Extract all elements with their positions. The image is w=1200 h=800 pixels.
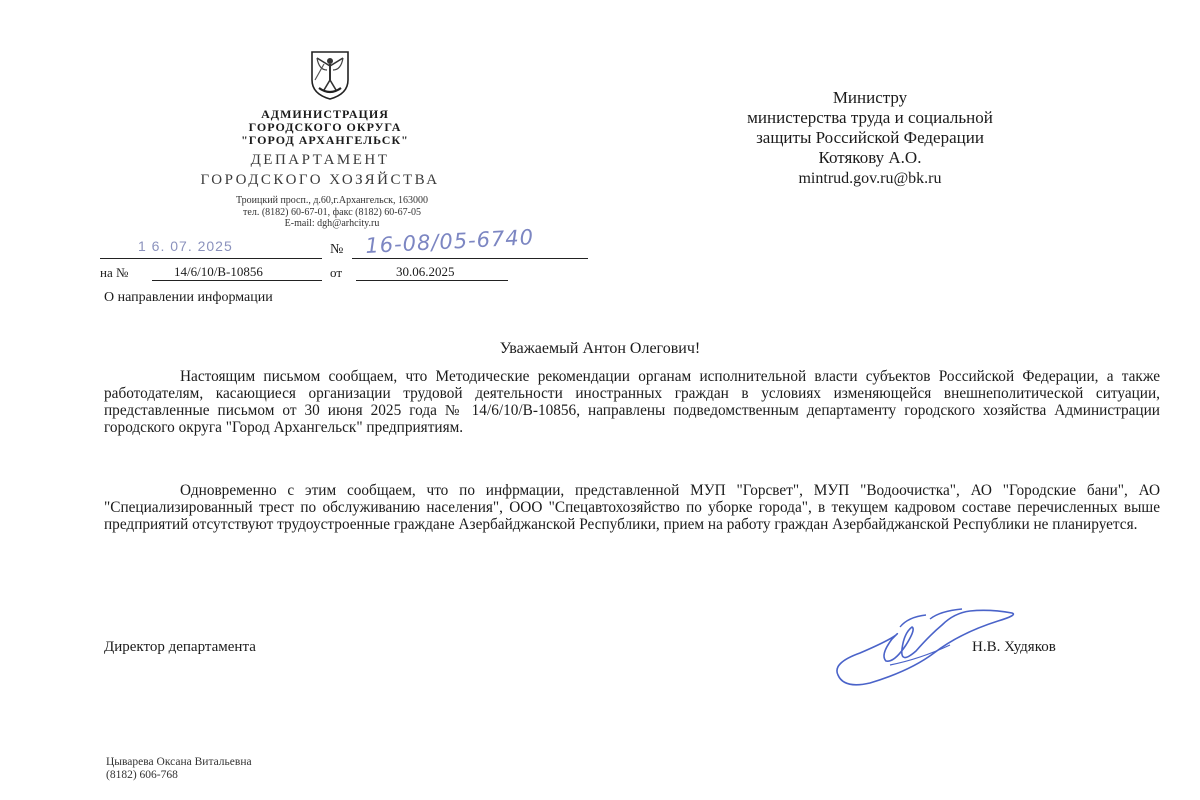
reference-date: 30.06.2025 bbox=[396, 264, 455, 279]
address-line-3: E-mail: dgh@arhcity.ru bbox=[284, 218, 380, 229]
address-line-2: тел. (8182) 60-67-01, факс (8182) 60-67-05 bbox=[243, 206, 421, 218]
reference-date-field bbox=[356, 263, 508, 281]
number-symbol: № bbox=[330, 242, 344, 257]
registration-number-handwritten: 16-08/05-6740 bbox=[364, 225, 535, 258]
department-address bbox=[172, 195, 492, 230]
addressee-line-2: министерства труда и социальной bbox=[747, 108, 993, 127]
signer-name: Н.В. Худяков bbox=[972, 639, 1056, 655]
organization-name bbox=[165, 108, 485, 147]
executor-phone: (8182) 606-768 bbox=[106, 769, 178, 781]
org-line-3: "ГОРОД АРХАНГЕЛЬСК" bbox=[241, 133, 409, 147]
reference-prefix: на № bbox=[100, 265, 129, 280]
registration-date-field bbox=[100, 236, 322, 259]
registration-date-stamp: 1 6. 07. 2025 bbox=[138, 238, 233, 254]
department-name bbox=[160, 150, 480, 190]
body-paragraph-2-text: Одновременно с этим сообщаем, что по инфрмации, представленной МУП "Горсвет", МУП "Водоочистка", АО "Городские бани", АО "Специализированный трест по обслуживанию населения", ООО "Спецавтохозяйство по уборке города", в текущем кадровом составе перечисленных выше предприятий отсутствуют трудоустроенные граждане Азербайджанской Республики, прием на работу граждан Азербайджанской Республики не планируется. bbox=[104, 482, 1160, 533]
org-line-1: АДМИНИСТРАЦИЯ bbox=[261, 107, 389, 121]
reference-from: от bbox=[330, 265, 343, 280]
reference-number: 14/6/10/В-10856 bbox=[174, 264, 263, 279]
address-line-1: Троицкий просп., д.60,г.Архангельск, 163000 bbox=[235, 195, 429, 206]
body-paragraph-1 bbox=[104, 368, 1160, 436]
body-paragraph-2 bbox=[104, 482, 1160, 533]
addressee-line-4: Котякову А.О. bbox=[818, 148, 922, 167]
registration-number-field bbox=[352, 225, 588, 259]
addressee-block bbox=[640, 88, 1100, 168]
dept-line-1: ДЕПАРТАМЕНТ bbox=[250, 152, 390, 168]
reference-number-field bbox=[152, 263, 322, 281]
addressee-line-1: Министру bbox=[832, 88, 908, 107]
body-paragraph-1-text: Настоящим письмом сообщаем, что Методические рекомендации органам исполнительной власти субъектов Российской Федерации, а также работодателям, касающиеся организации трудовой деятельности иностранных граждан в условиях изменяющейся внешнеполитической ситуации, представленные письмом от 30 июня 2025 года № 14/6/10/В-10856, направлены подведомственным департаменту городского хозяйства Администрации городского округа "Город Архангельск" предприятиям. bbox=[104, 368, 1160, 436]
greeting: Уважаемый Антон Олегович! bbox=[499, 340, 701, 357]
dept-line-2: ГОРОДСКОГО ХОЗЯЙСТВА bbox=[200, 172, 440, 188]
coat-of-arms-icon bbox=[297, 50, 363, 100]
addressee-line-3: защиты Российской Федерации bbox=[756, 128, 984, 147]
executor-name: Цыварева Оксана Витальевна bbox=[106, 756, 252, 768]
signer-title: Директор департамента bbox=[104, 639, 256, 655]
org-line-2: ГОРОДСКОГО ОКРУГА bbox=[248, 120, 402, 134]
letter-subject: О направлении информации bbox=[104, 290, 273, 305]
addressee-email: mintrud.gov.ru@bk.ru bbox=[798, 170, 942, 187]
